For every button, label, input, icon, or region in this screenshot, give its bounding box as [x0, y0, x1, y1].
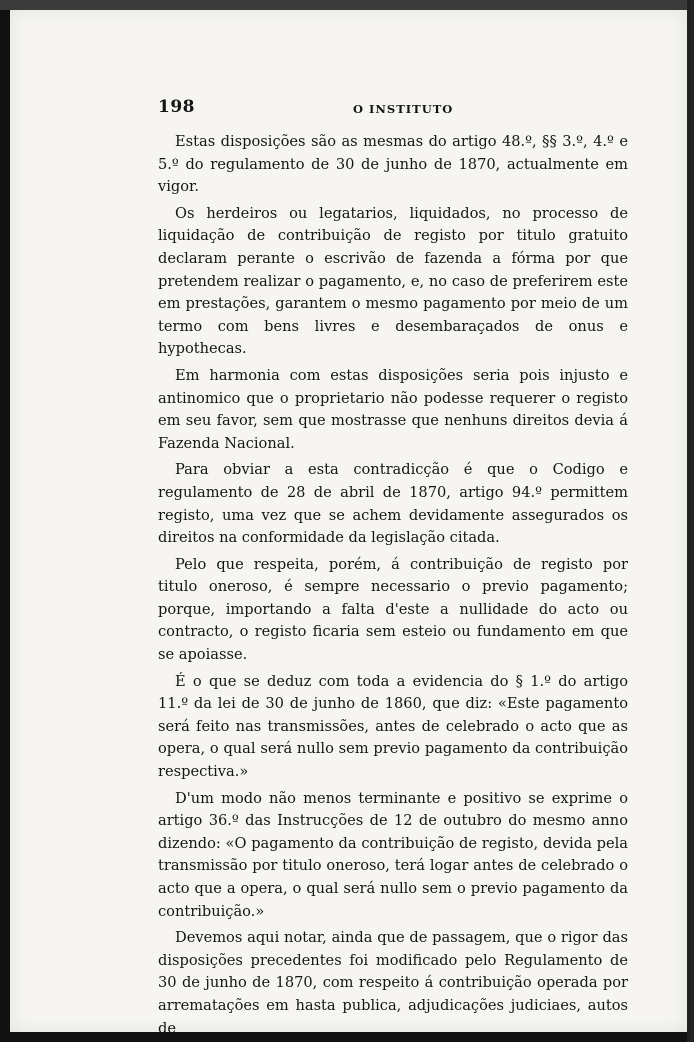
paragraph: D'um modo não menos terminante e positivo se exprime o artigo 36.º das Instrucções de 12 de outubro do mesmo anno dizendo: «O pagamento da contribuição de registo, devida pela transmissão por titulo oneroso, terá logar antes de celebrado o acto que a opera, o qual será nullo sem o previo pagamento da contribuição.»: [158, 789, 628, 920]
paragraph: Estas disposições são as mesmas do artigo 48.º, §§ 3.º, 4.º e 5.º do regulamento de 30 de junho de 1870, actualmente em vigor.: [158, 133, 628, 196]
scan-top-border: [0, 0, 694, 10]
journal-title: O INSTITUTO: [353, 102, 454, 116]
paragraph: Devemos aqui notar, ainda que de passagem, que o rigor das disposições precedentes foi modificado pelo Regulamento de 30 de junho de 1870, com respeito á contribuição operada por arrematações em hasta publica, adjudicações judiciaes, autos de: [158, 929, 628, 1037]
page-number: 198: [158, 97, 195, 117]
paragraph: É o que se deduz com toda a evidencia do § 1.º do artigo 11.º da lei de 30 de junho de 1860, que diz: «Este pagamento será feito nas transmissões, antes de celebrado o acto que as opera, o qual será nullo sem previo pagamento da contribuição respectiva.»: [158, 672, 628, 781]
paragraph: Os herdeiros ou legatarios, liquidados, no processo de liquidação de contribuição de registo por titulo gratuito declaram perante o escrivão de fazenda a fórma por que pretendem realizar o pagamento, e, no caso de preferirem este em prestações, garantem o mesmo pagamento por meio de um termo com bens livres e desembaraçados de onus e hypothecas.: [158, 204, 628, 358]
body-text: [158, 131, 628, 1042]
paragraph: Para obviar a esta contradicção é que o Codigo e regulamento de 28 de abril de 1870, artigo 94.º permittem registo, uma vez que se achem devidamente assegurados os direitos na conformidade da legislação citada.: [158, 461, 628, 547]
running-head: [158, 97, 628, 121]
scan-right-border: [687, 0, 694, 1042]
paragraph: Em harmonia com estas disposições seria pois injusto e antinomico que o proprietario não podesse requerer o registo em seu favor, sem que mostrasse que nenhuns direitos devia á Fazenda Nacional.: [158, 366, 628, 452]
paragraph: Pelo que respeita, porém, á contribuição de registo por titulo oneroso, é sempre necessario o previo pagamento; porque, importando a falta d'este a nullidade do acto ou contracto, o registo ficaria sem esteio ou fundamento em que se apoiasse.: [158, 555, 628, 664]
